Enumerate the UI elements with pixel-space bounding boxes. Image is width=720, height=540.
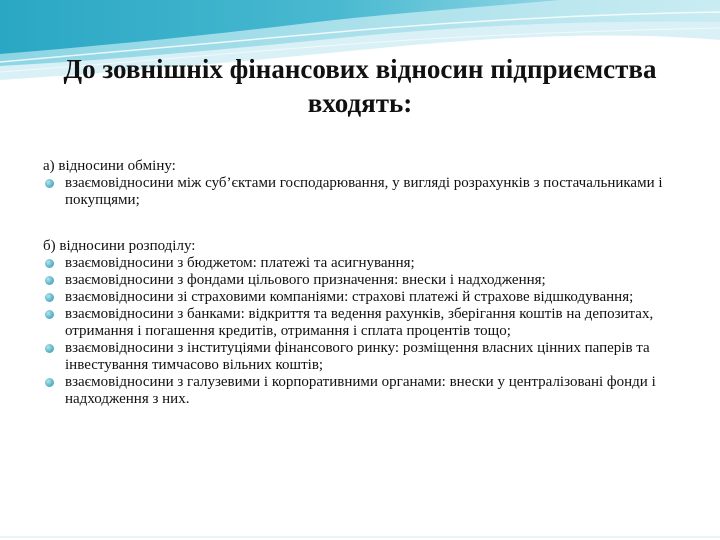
list-item (43, 175, 683, 209)
bullet-dot-icon (45, 293, 54, 302)
list-item-text: взаємовідносини з бюджетом: платежі та асигнування; (65, 255, 415, 271)
list-item-text: взаємовідносини з фондами цільового призначення: внески і надходження; (65, 272, 546, 288)
slide-content (43, 158, 683, 408)
list-item-text: взаємовідносини з інституціями фінансового ринку: розміщення власних цінних паперів та інвестування тимчасово вільних коштів; (65, 340, 650, 373)
bullet-dot-icon (45, 310, 54, 319)
section-b-heading: б) відносини розподілу: (43, 238, 196, 254)
list-item (43, 374, 683, 408)
section-b-list (43, 255, 683, 408)
slide-title-line1: До зовнішніх фінансових відносин підприємства (63, 54, 657, 84)
list-item-text: взаємовідносини між суб’єктами господарювання, у вигляді розрахунків з постачальниками і покупцями; (65, 175, 663, 208)
bullet-dot-icon (45, 259, 54, 268)
list-item-text: взаємовідносини з галузевими і корпоративними органами: внески у централізовані фонди і надходження з них. (65, 374, 656, 407)
bullet-dot-icon (45, 276, 54, 285)
slide-title-line2: входять: (307, 88, 413, 118)
list-item (43, 340, 683, 374)
list-item (43, 255, 683, 272)
list-item-text: взаємовідносини з банками: відкриття та ведення рахунків, зберігання коштів на депозитах, отримання і погашення кредитів, отримання і сплата процентів тощо; (65, 306, 654, 339)
section-a-list (43, 175, 683, 209)
list-item-text: взаємовідносини зі страховими компаніями: страхові платежі й страхове відшкодування; (65, 289, 634, 305)
list-item (43, 272, 683, 289)
bullet-dot-icon (45, 344, 54, 353)
list-item (43, 306, 683, 340)
bullet-dot-icon (45, 378, 54, 387)
bullet-dot-icon (45, 179, 54, 188)
list-item (43, 289, 683, 306)
bottom-divider (0, 536, 720, 538)
slide-title (20, 52, 700, 120)
section-a-heading: а) відносини обміну: (43, 158, 176, 174)
